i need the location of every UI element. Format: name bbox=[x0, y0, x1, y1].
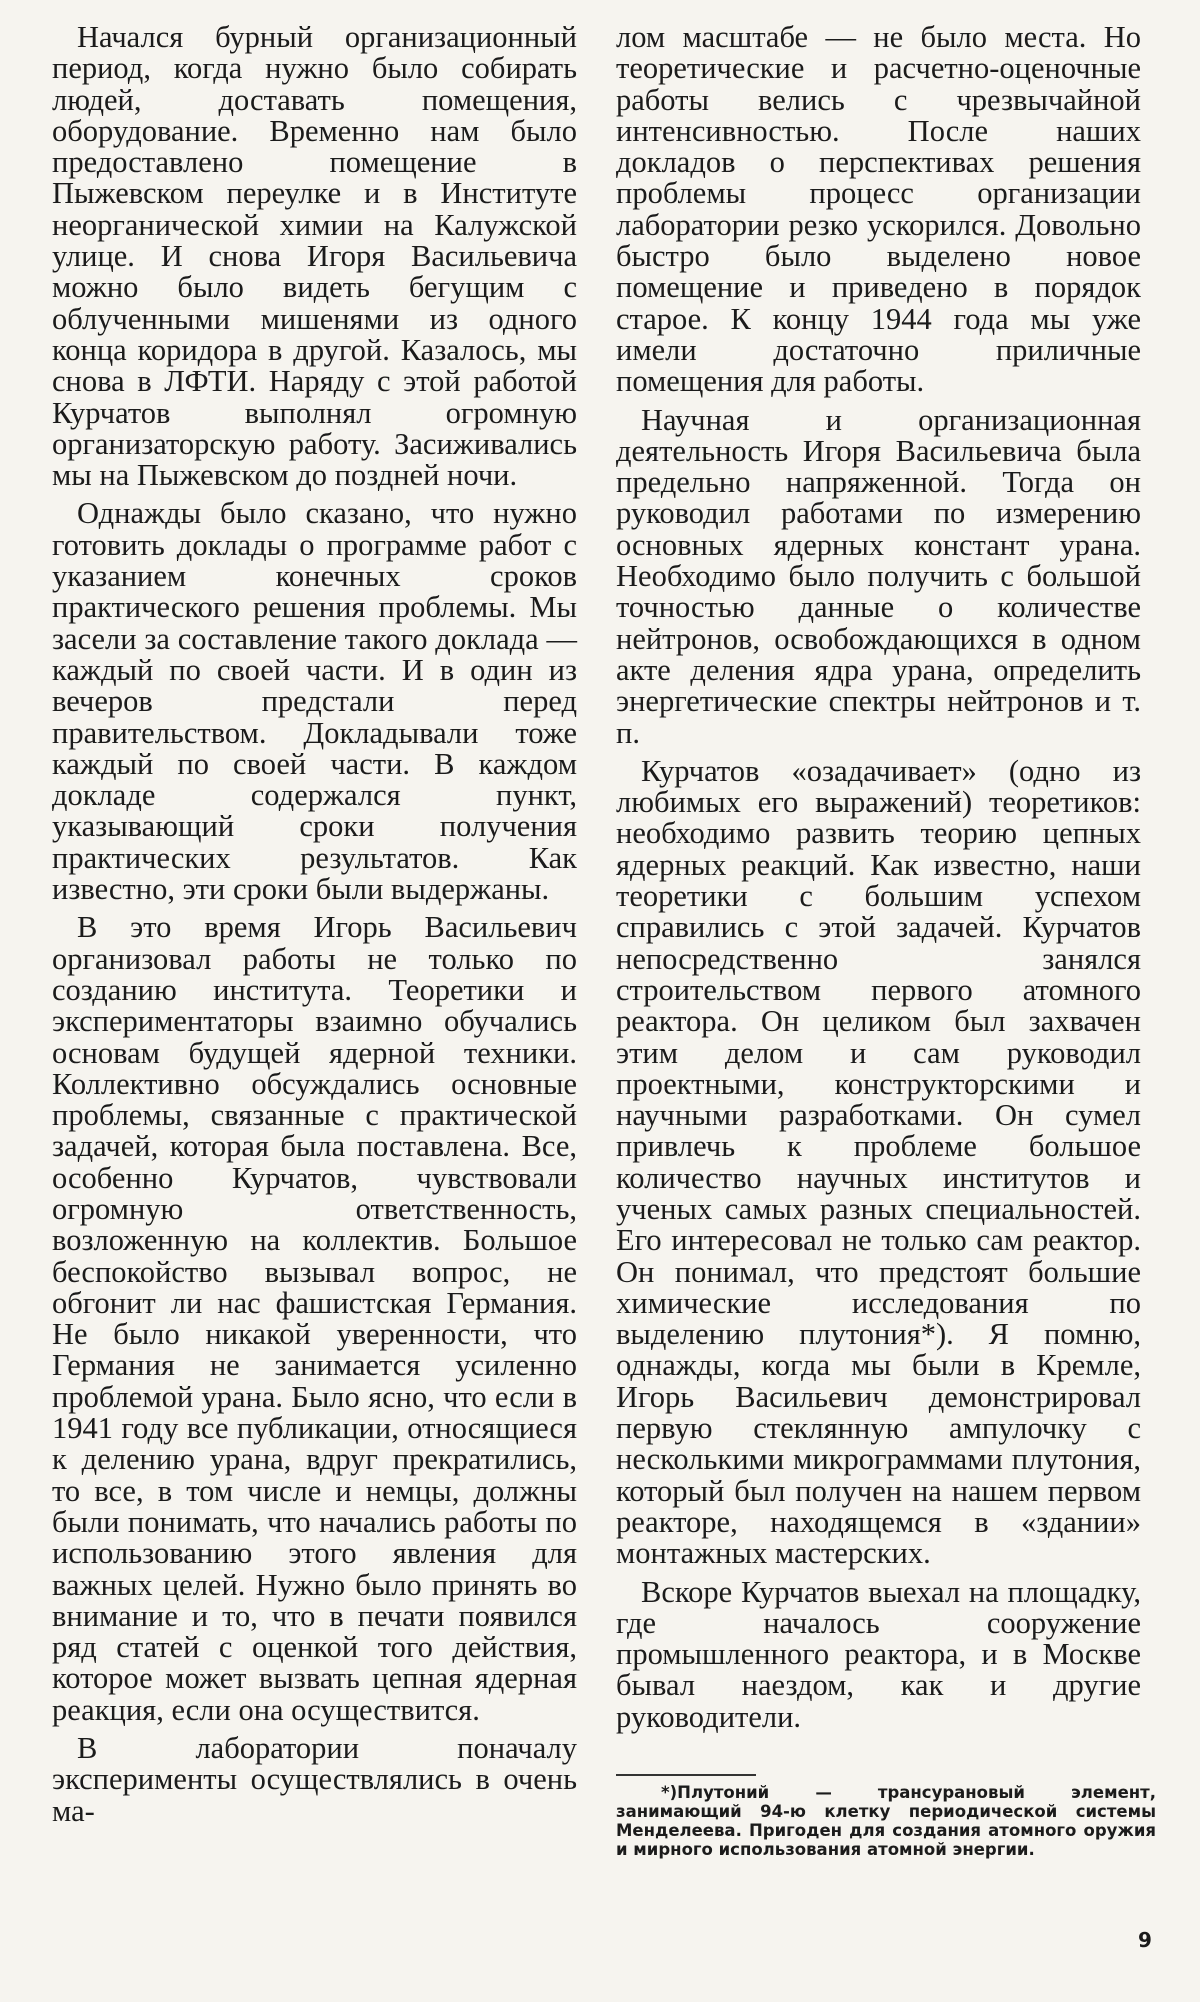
footnote: *)Плутоний — трансурановый элемент, занимающий 94-ю клетку периодической системы Менделеева. Пригоден для создания атомного оружия и мирного использования атомной энергии. bbox=[616, 1783, 1156, 1859]
page-number: 9 bbox=[1138, 1928, 1152, 1952]
paragraph: В лаборатории поначалу эксперименты осуществлялись в очень ма- bbox=[52, 1731, 577, 1828]
paragraph: Курчатов «озадачивает» (одно из любимых его выражений) теоретиков: необходимо развить теорию цепных ядерных реакций. Как известно, наши теоретики с большим успехом справились с этой задачей. Курчатов непосредственно занялся строительством первого атомного реактора. Он целиком был захвачен этим делом и сам руководил проектными, конструкторскими и научными разработками. Он сумел привлечь к проблеме большое количество научных институтов и ученых самых разных специальностей. Его интересовал не только сам реактор. Он понимал, что предстоят большие химические исследования по выделению плутония*). Я помню, однажды, когда мы были в Кремле, Игорь Васильевич демонстрировал первую стеклянную ампулочку с несколькими микрограммами плутония, который был получен на нашем первом реакторе, находящемся в «здании» монтажных мастерских. bbox=[616, 753, 1141, 1571]
paragraph: Вскоре Курчатов выехал на площадку, где началось сооружение промышленного реактора, и в Москве бывал наездом, как и другие руководители. bbox=[616, 1574, 1141, 1734]
paragraph: Однажды было сказано, что нужно готовить доклады о программе работ с указанием конечных сроков практического решения проблемы. Мы засели за составление такого доклада — каждый по своей части. И в один из вечеров предстали перед правительством. Докладывали тоже каждый по своей части. В каждом докладе содержался пункт, указывающий сроки получения практических результатов. Как известно, эти сроки были выдержаны. bbox=[52, 496, 577, 907]
right-column bbox=[616, 22, 1141, 1740]
paragraph: В это время Игорь Васильевич организовал работы не только по созданию института. Теоретики и экспериментаторы взаимно обучались основам будущей ядерной техники. Коллективно обсуждались основные проблемы, связанные с практической задачей, которая была поставлена. Все, особенно Курчатов, чувствовали огромную ответственность, возложенную на коллектив. Большое беспокойство вызывал вопрос, не обгонит ли нас фашистская Германия. Не было никакой уверенности, что Германия не занимается усиленно проблемой урана. Было ясно, что если в 1941 году все публикации, относящиеся к делению урана, вдруг прекратились, то все, в том числе и немцы, должны были понимать, что начались работы по использованию этого явления для важных целей. Нужно было принять во внимание и то, что в печати появился ряд статей с оценкой того действия, которое может вызвать цепная ядерная реакция, если она осуществится. bbox=[52, 910, 577, 1727]
paragraph: Начался бурный организационный период, когда нужно было собирать людей, доставать помещения, оборудование. Временно нам было предоставлено помещение в Пыжевском переулке и в Институте неорганической химии на Калужской улице. И снова Игоря Васильевича можно было видеть бегущим с облученными мишенями из одного конца коридора в другой. Казалось, мы снова в ЛФТИ. Наряду с этой работой Курчатов выполнял огромную организаторскую работу. Засиживались мы на Пыжевском до поздней ночи. bbox=[52, 20, 577, 493]
paragraph-continuation: лом масштабе — не было места. Но теоретические и расчетно-оценочные работы велись с чрезвычайной интенсивностью. После наших докладов о перспективах решения проблемы процесс организации лаборатории резко ускорился. Довольно быстро было выделено новое помещение и приведено в порядок старое. К концу 1944 года мы уже имели достаточно приличные помещения для работы. bbox=[616, 20, 1141, 399]
paragraph: Научная и организационная деятельность Игоря Васильевича была предельно напряженной. Тогда он руководил работами по измерению основных ядерных констант урана. Необходимо было получить с большой точностью данные о количестве нейтронов, освобождающихся в одном акте деления ядра урана, определить энергетические спектры нейтронов и т. п. bbox=[616, 402, 1141, 750]
footnote-divider bbox=[616, 1774, 756, 1776]
left-column bbox=[52, 22, 577, 1834]
